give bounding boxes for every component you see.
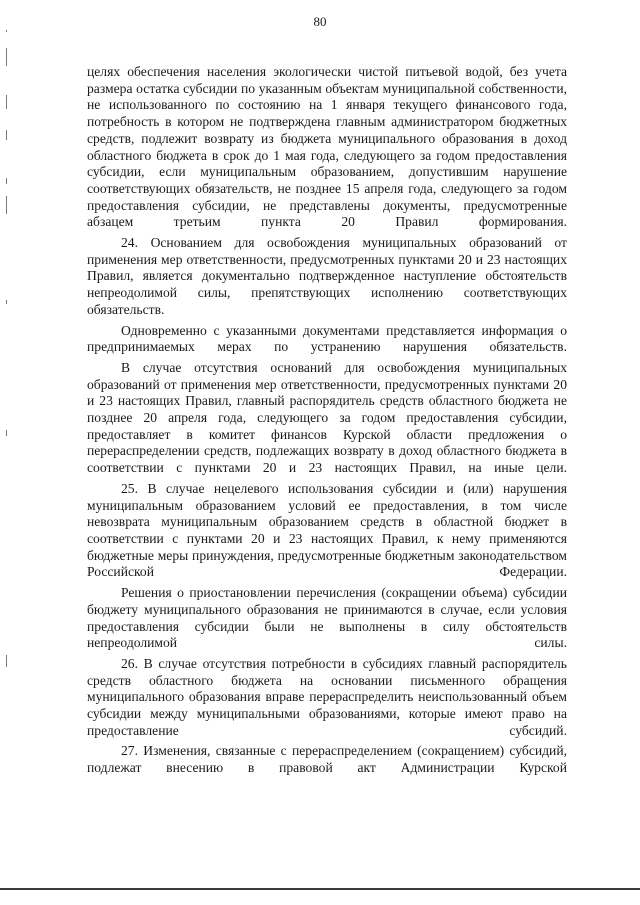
bottom-scan-edge	[0, 888, 640, 890]
scan-mark	[6, 655, 7, 667]
scan-mark	[6, 95, 7, 109]
scan-mark	[6, 430, 7, 436]
scan-mark	[6, 300, 7, 304]
paragraph-27: 27. Изменения, связанные с перераспределением (сокращением) субсидий, подлежат внесению в правовой акт Администрации Курской	[87, 743, 567, 776]
paragraph-decisions: Решения о приостановлении перечисления (сокращении объема) субсидии бюджету муниципального образования не принимаются в случае, если условия предоставления субсидии были не выполнены в силу обстоятельств непреодолимой силы.	[87, 585, 567, 651]
paragraph-26: 26. В случае отсутствия потребности в субсидиях главный распорядитель средств областного бюджета на основании письменного обращения муниципального образования вправе перераспределить неиспользованный объем субсидии между муниципальными образованиями, которые имеют право на предоставление субсидий.	[87, 655, 567, 738]
scan-mark	[6, 30, 7, 32]
paragraph-1: целях обеспечения населения экологически чистой питьевой водой, без учета размера остатка субсидии по указанным объектам муниципальной собственности, не использованного по состоянию на 1 января текущего финансового года, потребность в котором не подтверждена главным администратором бюджетных средств, подлежит возврату из бюджета муниципального образования в доход областного бюджета в срок до 1 мая года, следующего за годом предоставления субсидии, если муниципальным образованием, допустившим нарушение соответствующих обязательств, не позднее 15 апреля года, следующего за годом предоставления субсидии, не представлены документы, предусмотренные абзацем третьим пункта 20 Правил формирования.	[87, 64, 567, 230]
scan-mark	[6, 196, 7, 214]
paragraph-25: 25. В случае нецелевого использования субсидии и (или) нарушения муниципальным образованием условий ее предоставления, в том числе невозврата муниципальным образованием средств в областной бюджет в соответствии с пунктами 20 и 23 настоящих Правил, к нему применяются бюджетные меры принуждения, предусмотренные бюджетным законодательством Российской Федерации.	[87, 480, 567, 580]
paragraph-simultaneously: Одновременно с указанными документами представляется информация о предпринимаемых мерах по устранению нарушения обязательств.	[87, 322, 567, 355]
scan-mark	[6, 48, 7, 66]
body-text	[87, 64, 567, 781]
scan-mark	[6, 130, 7, 140]
page-number: 80	[313, 14, 327, 29]
paragraph-no-grounds: В случае отсутствия оснований для освобождения муниципальных образований от применения мер ответственности, предусмотренных пунктами 20 и 23 настоящих Правил, главный распорядитель средств областного бюджета не позднее 20 апреля года, следующего за годом предоставления субсидии, предоставляет в комитет финансов Курской области предложения о перераспределении средств, подлежащих возврату в доход областного бюджета в соответствии с пунктами 20 и 23 настоящих Правил, на иные цели.	[87, 359, 567, 476]
paragraph-24: 24. Основанием для освобождения муниципальных образований от применения мер ответственности, предусмотренных пунктами 20 и 23 настоящих Правил, является документально подтвержденное наступление обстоятельств непреодолимой силы, препятствующих исполнению соответствующих обязательств.	[87, 235, 567, 317]
scan-mark	[6, 178, 7, 184]
